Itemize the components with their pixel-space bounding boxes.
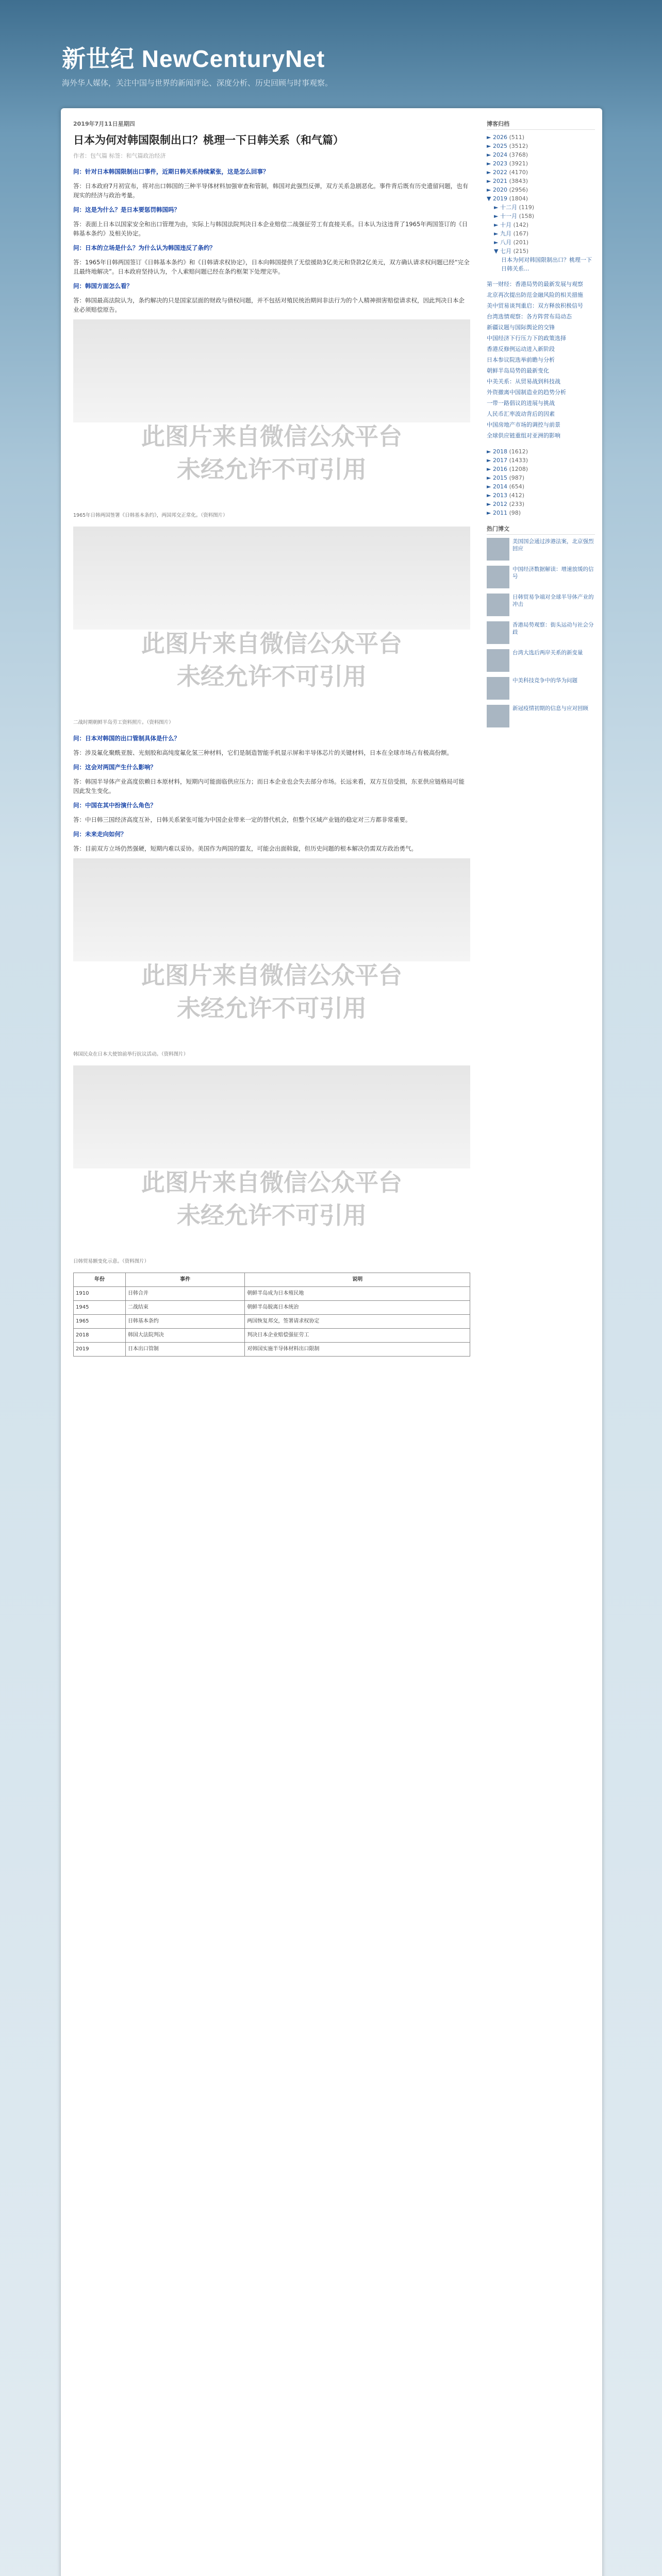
archive-count: (3843) xyxy=(509,178,528,184)
recent-post-link[interactable]: 台湾选情观察：各方阵营布局动态 xyxy=(487,313,572,320)
popular-list xyxy=(487,538,595,727)
table-cell: 日本出口管制 xyxy=(125,1343,244,1357)
table-cell: 二战结束 xyxy=(125,1301,244,1315)
image-watermark-line2: 未经允许不可引用 xyxy=(177,455,367,483)
image-watermark-line1: 此图片来自微信公众平台 xyxy=(141,630,402,657)
image-photo xyxy=(73,858,470,961)
image-watermark-line2: 未经允许不可引用 xyxy=(177,994,367,1022)
image-watermark-line2: 未经允许不可引用 xyxy=(177,663,367,690)
popular-post[interactable] xyxy=(487,705,595,727)
answer-paragraph: 答：日本政府7月初宣布，将对出口韩国的三种半导体材料加强审查和管制，韩国对此强烈反弹，双方关系急剧恶化。事件背后既有历史遗留问题，也有现实的经济与政治考量。 xyxy=(73,182,469,199)
archive-count: (987) xyxy=(509,474,525,481)
archive-item[interactable] xyxy=(487,500,595,509)
archive-link[interactable]: ► 十二月 xyxy=(494,204,519,211)
archive-count: (167) xyxy=(513,230,529,237)
archive-link[interactable]: ► 2018 xyxy=(487,448,509,455)
table-row xyxy=(74,1301,470,1315)
recent-post-link[interactable]: 中国房地产市场的调控与前景 xyxy=(487,421,560,428)
archive-link[interactable]: ► 2012 xyxy=(487,501,509,507)
image-watermark-line1: 此图片来自微信公众平台 xyxy=(141,422,402,450)
archive-link[interactable]: ▼ 七月 xyxy=(494,248,514,255)
archive-item[interactable] xyxy=(487,177,595,185)
archive-title: 博客归档 xyxy=(487,120,595,130)
archive-link[interactable]: ► 八月 xyxy=(494,239,514,246)
archive-link[interactable]: ► 2014 xyxy=(487,483,509,490)
table-cell: 日韩基本条约 xyxy=(125,1315,244,1329)
archive-count: (142) xyxy=(513,222,529,228)
table-row xyxy=(74,1343,470,1357)
question-paragraph: 问：这是为什么？是日本要惩罚韩国吗？ xyxy=(73,206,180,213)
archive-count: (215) xyxy=(513,248,529,255)
main-column xyxy=(73,117,470,2576)
recent-post-link[interactable]: 北京再次提出防范金融风险的相关措施 xyxy=(487,292,583,298)
archive-item[interactable] xyxy=(487,203,595,212)
popular-post[interactable] xyxy=(487,594,595,616)
popular-post-title[interactable]: 新冠疫情初期的信息与应对回顾 xyxy=(512,705,588,711)
popular-thumbnail[interactable] xyxy=(487,621,509,644)
archive-count: (1208) xyxy=(509,466,528,472)
recent-post-link[interactable]: 中国经济下行压力下的政策选择 xyxy=(487,335,566,342)
recent-post-link[interactable]: 朝鲜半岛局势的最新变化 xyxy=(487,367,549,374)
image-caption: 韩国民众在日本大使馆前举行抗议活动。（资料图片） xyxy=(73,1052,189,1057)
archive-count: (412) xyxy=(509,492,525,499)
image-caption: 1965年日韩两国签署《日韩基本条约》，两国邦交正常化。（资料图片） xyxy=(73,513,228,518)
date-header: 2019年7月11日星期四 xyxy=(73,121,135,127)
table-header-row xyxy=(74,1273,470,1287)
archive-link[interactable]: ► 十一月 xyxy=(494,213,519,219)
image-watermark-line1: 此图片来自微信公众平台 xyxy=(141,961,402,989)
image-caption: 日韩贸易额变化示意。（资料图片） xyxy=(73,1259,150,1264)
answer-paragraph: 答：涉及氟化聚酰亚胺、光刻胶和高纯度氟化氢三种材料，它们是制造智能手机显示屏和半导体芯片的关键材料，日本在全球市场占有极高份额。 xyxy=(73,749,453,756)
popular-post-title[interactable]: 日韩贸易争端对全球半导体产业的冲击 xyxy=(512,594,594,607)
archive-count: (1433) xyxy=(509,457,528,464)
history-table xyxy=(73,1273,470,1357)
older-archive-list xyxy=(487,447,595,517)
image-photo xyxy=(73,527,470,630)
post-meta: 作者：包气篇 标签：和气篇政治经济 xyxy=(73,152,166,159)
table-cell: 朝鲜半岛脱离日本统治 xyxy=(245,1301,470,1315)
table-body xyxy=(74,1287,470,1357)
archive-link[interactable]: ► 2025 xyxy=(487,143,509,149)
archive-list xyxy=(487,133,595,273)
popular-post-title[interactable]: 美国国会通过涉港法案，北京强烈回应 xyxy=(512,538,594,552)
popular-thumbnail[interactable] xyxy=(487,538,509,561)
table-cell: 1945 xyxy=(74,1301,126,1315)
table-cell: 2018 xyxy=(74,1329,126,1343)
site-description: 海外华人媒体，关注中国与世界的新闻评论、深度分析、历史回顾与时事观察。 xyxy=(62,78,333,88)
archive-item[interactable] xyxy=(487,185,595,194)
post-title[interactable]: 日本为何对韩国限制出口？桃理一下日韩关系（和气篇） xyxy=(73,134,344,146)
embedded-image xyxy=(73,319,470,510)
archive-count: (201) xyxy=(513,239,529,246)
question-paragraph: 问：中国在其中扮演什么角色？ xyxy=(73,802,156,809)
archive-link[interactable]: ► 九月 xyxy=(494,230,514,237)
archive-count: (4170) xyxy=(509,169,528,176)
site-title[interactable]: 新世纪 NewCenturyNet xyxy=(62,45,325,72)
paragraph-group-1 xyxy=(73,167,470,314)
popular-post[interactable] xyxy=(487,538,595,561)
popular-thumbnail[interactable] xyxy=(487,677,509,700)
content-wrapper xyxy=(61,108,602,2576)
popular-post[interactable] xyxy=(487,677,595,700)
answer-paragraph: 答：中日韩三国经济高度互补，日韩关系紧张可能为中国企业带来一定的替代机会，但整个区域产业链的稳定对三方都非常重要。 xyxy=(73,816,411,823)
archive-item[interactable] xyxy=(487,168,595,177)
embedded-image xyxy=(73,1065,470,1256)
recent-post-link[interactable]: 第一财经：香港局势的最新发展与观察 xyxy=(487,281,583,287)
archive-count: (3512) xyxy=(509,143,528,149)
archive-item[interactable] xyxy=(487,247,595,256)
blog-header xyxy=(0,0,662,103)
question-paragraph: 问：韩国方面怎么看？ xyxy=(73,282,133,290)
popular-post[interactable] xyxy=(487,566,595,588)
table-header-cell: 事件 xyxy=(125,1273,244,1287)
archive-item[interactable] xyxy=(487,456,595,465)
recent-post-link[interactable]: 新疆议题与国际舆论的交锋 xyxy=(487,324,555,331)
question-paragraph: 问：日本对韩国的出口管制具体是什么？ xyxy=(73,735,180,742)
archive-count: (2956) xyxy=(509,187,528,193)
sidebar xyxy=(487,117,595,2576)
recent-post-link[interactable]: 美中贸易谈判重启：双方释放积极信号 xyxy=(487,302,583,309)
archive-count: (119) xyxy=(519,204,535,211)
popular-post-title[interactable]: 中国经济数据解读：增速放缓的信号 xyxy=(512,566,594,580)
archive-link[interactable]: ► 2024 xyxy=(487,151,509,158)
archive-link[interactable]: ▼ 2019 xyxy=(487,195,509,202)
table-cell: 朝鲜半岛成为日本殖民地 xyxy=(245,1287,470,1301)
table-cell: 2019 xyxy=(74,1343,126,1357)
answer-paragraph: 答：韩国最高法院认为，条约解决的只是国家层面的财政与债权问题，并不包括对殖民统治期间非法行为的个人精神损害赔偿请求权，因此判决日本企业必须赔偿原告。 xyxy=(73,297,465,313)
image-caption: 二战时期朝鲜半岛劳工资料照片。（资料图片） xyxy=(73,720,174,725)
archive-link[interactable]: ► 2022 xyxy=(487,169,509,176)
answer-paragraph: 答：目前双方立场仍然强硬，短期内难以妥协。美国作为两国的盟友，可能会出面斡旋，但历史问题的根本解决仍需双方政治勇气。 xyxy=(73,845,417,852)
table-header-cell: 说明 xyxy=(245,1273,470,1287)
paragraph-group-2 xyxy=(73,734,470,853)
recent-post-link[interactable]: 中美关系：从贸易战到科技战 xyxy=(487,378,560,385)
table-cell: 1965 xyxy=(74,1315,126,1329)
archive-item[interactable] xyxy=(487,221,595,229)
recent-post-link[interactable]: 日本参议院选举前瞻与分析 xyxy=(487,357,555,363)
archive-link[interactable]: ► 2017 xyxy=(487,457,509,464)
table-cell: 韩国大法院判决 xyxy=(125,1329,244,1343)
archive-count: (98) xyxy=(509,510,521,516)
question-paragraph: 问：这会对两国产生什么影响？ xyxy=(73,764,156,771)
table-row xyxy=(74,1329,470,1343)
archive-item[interactable] xyxy=(487,473,595,482)
archive-link[interactable]: ► 2011 xyxy=(487,510,509,516)
archive-item[interactable] xyxy=(487,465,595,473)
popular-thumbnail[interactable] xyxy=(487,705,509,727)
archive-item[interactable] xyxy=(487,447,595,456)
archive-link[interactable]: ► 2021 xyxy=(487,178,509,184)
recent-post-link[interactable]: 人民币汇率波动背后的因素 xyxy=(487,411,555,417)
archive-item[interactable] xyxy=(487,150,595,159)
popular-post[interactable] xyxy=(487,621,595,644)
post-body xyxy=(73,167,470,1357)
question-paragraph: 问：未来走向如何？ xyxy=(73,831,127,838)
archive-item[interactable] xyxy=(487,491,595,500)
archive-link[interactable]: ► 2023 xyxy=(487,160,509,167)
archive-count: (1612) xyxy=(509,448,528,455)
archive-count: (233) xyxy=(509,501,525,507)
recent-post-list xyxy=(487,280,595,440)
question-paragraph: 问：日本的立场是什么？为什么认为韩国违反了条约？ xyxy=(73,244,216,251)
archive-item[interactable] xyxy=(487,482,595,491)
archive-item[interactable] xyxy=(487,194,595,203)
archive-link[interactable]: ► 十月 xyxy=(494,222,514,228)
image-watermark-line1: 此图片来自微信公众平台 xyxy=(141,1168,402,1196)
popular-thumbnail[interactable] xyxy=(487,649,509,672)
archive-link[interactable]: 日本为何对韩国限制出口？桃理一下日韩关系... xyxy=(501,257,592,272)
popular-post-title[interactable]: 香港局势观察：街头运动与社会分歧 xyxy=(512,622,594,635)
archive-item[interactable] xyxy=(487,212,595,221)
popular-thumbnail[interactable] xyxy=(487,566,509,588)
archive-count: (3768) xyxy=(509,151,528,158)
archive-count: (511) xyxy=(509,134,525,141)
image-watermark-line2: 未经允许不可引用 xyxy=(177,1201,367,1229)
recent-post-link[interactable]: 一带一路倡议的进展与挑战 xyxy=(487,400,555,406)
image-photo xyxy=(73,1065,470,1168)
archive-link[interactable]: ► 2015 xyxy=(487,474,509,481)
archive-item[interactable] xyxy=(487,159,595,168)
table-row xyxy=(74,1315,470,1329)
embedded-image xyxy=(73,527,470,717)
recent-post-link[interactable]: 香港反修例运动进入新阶段 xyxy=(487,346,555,352)
image-photo xyxy=(73,319,470,422)
recent-post-link[interactable]: 全球供应链重组对亚洲的影响 xyxy=(487,432,560,439)
table-cell: 日韩合并 xyxy=(125,1287,244,1301)
archive-item[interactable] xyxy=(487,229,595,238)
archive-item[interactable] xyxy=(487,509,595,517)
table-header-cell: 年份 xyxy=(74,1273,126,1287)
archive-count: (158) xyxy=(519,213,535,219)
answer-paragraph: 答：表面上日本以国家安全和出口管理为由，实际上与韩国法院判决日本企业赔偿二战强征劳工有直接关系。日本认为这违背了1965年两国签订的《日韩基本条约》及相关协定。 xyxy=(73,221,468,237)
table-cell: 1910 xyxy=(74,1287,126,1301)
archive-count: (3921) xyxy=(509,160,528,167)
popular-title: 热门博文 xyxy=(487,524,595,535)
archive-link[interactable]: ► 2020 xyxy=(487,187,509,193)
popular-post[interactable] xyxy=(487,649,595,672)
answer-paragraph: 答：韩国半导体产业高度依赖日本原材料，短期内可能面临供应压力；而日本企业也会失去部分市场。长远来看，双方互信受损，东亚供应链格局可能因此发生变化。 xyxy=(73,778,465,794)
recent-post-link[interactable]: 外资撤离中国制造业的趋势分析 xyxy=(487,389,566,396)
archive-item[interactable] xyxy=(487,256,595,273)
table-row xyxy=(74,1287,470,1301)
table-cell: 两国恢复邦交，签署请求权协定 xyxy=(245,1315,470,1329)
archive-count: (1804) xyxy=(509,195,528,202)
embedded-image xyxy=(73,858,470,1049)
popular-thumbnail[interactable] xyxy=(487,594,509,616)
table-cell: 判决日本企业赔偿强征劳工 xyxy=(245,1329,470,1343)
archive-count: (654) xyxy=(509,483,525,490)
table-cell: 对韩国实施半导体材料出口限制 xyxy=(245,1343,470,1357)
archive-item[interactable] xyxy=(487,133,595,142)
archive-item[interactable] xyxy=(487,238,595,247)
question-paragraph: 问：针对日本韩国限制出口事件，近期日韩关系持续紧张，这是怎么回事？ xyxy=(73,168,269,175)
archive-link[interactable]: ► 2013 xyxy=(487,492,509,499)
answer-paragraph: 答：1965年日韩两国签订《日韩基本条约》和《日韩请求权协定》，日本向韩国提供了无偿援助3亿美元和贷款2亿美元，双方确认请求权问题已经“完全且最终地解决”。日本政府坚持认为，个人索赔问题已经在条约框架下处理完毕。 xyxy=(73,259,470,275)
popular-post-title[interactable]: 中美科技竞争中的华为问题 xyxy=(512,677,577,684)
popular-post-title[interactable]: 台湾大选后两岸关系的新变量 xyxy=(512,650,583,656)
archive-item[interactable] xyxy=(487,142,595,150)
archive-link[interactable]: ► 2026 xyxy=(487,134,509,141)
archive-link[interactable]: ► 2016 xyxy=(487,466,509,472)
